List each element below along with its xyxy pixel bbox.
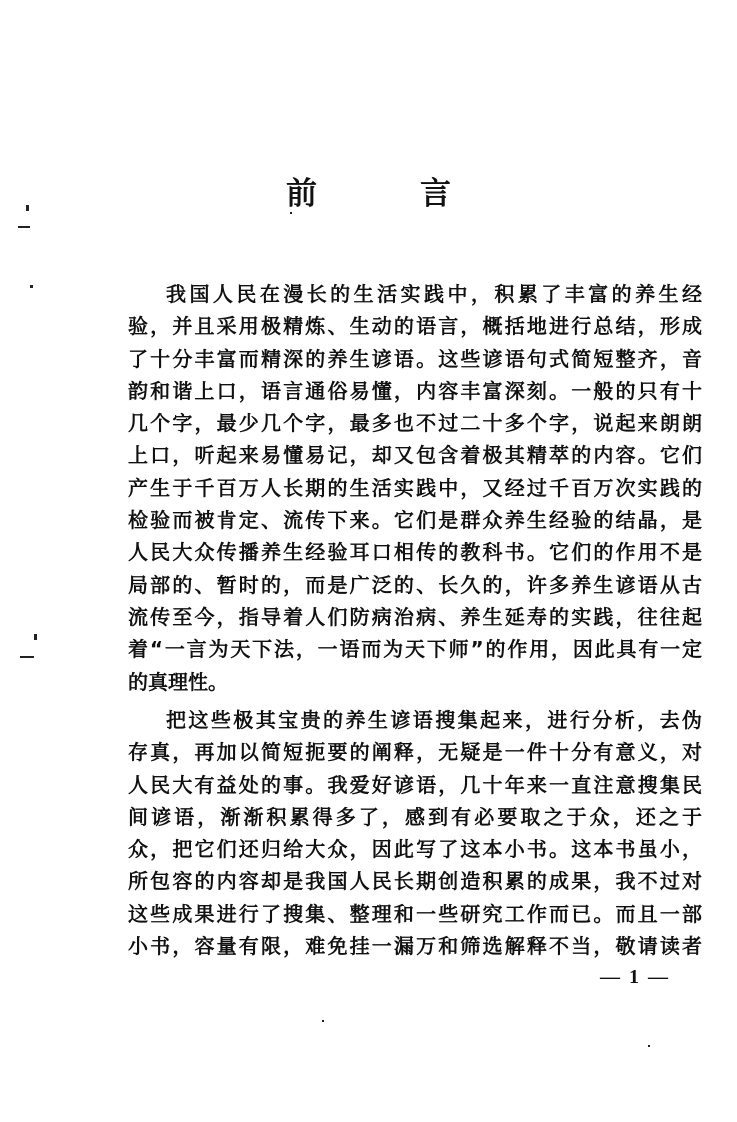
scan-speck [26,205,29,211]
text-line: 上口，听起来易懂易记，却又包含着极其精萃的内容。它们 [128,443,702,468]
text-line: 人民大有益处的事。我爱好谚语，几十年来一直注意搜集民 [128,772,702,797]
paragraph-1 [128,278,702,698]
text-line: 产生于千百万人长期的生活实践中，又经过千百万次实践的 [128,475,702,500]
text-line: 人民大众传播养生经验耳口相传的教科书。它们的作用不是 [128,540,702,565]
text-line: 众，把它们还归给大众，因此写了这本小书。这本书虽小， [128,837,702,862]
text-line: 这些成果进行了搜集、整理和一些研究工作而已。而且一部 [128,901,702,926]
text-line: 着“一言为天下法，一语而为天下师”的作用，因此具有一定 [128,637,702,662]
text-line: 几个字，最少几个字，最多也不过二十多个字，说起来朗朗 [128,411,702,436]
text-line: 所包容的内容却是我国人民长期创造积累的成果，我不过对 [128,869,702,894]
text-line: 小书，容量有限，难免挂一漏万和筛选解释不当，敬请读者 [128,934,702,959]
scan-speck [648,1045,650,1047]
text-line: 了十分丰富而精深的养生谚语。这些谚语句式简短整齐，音 [128,346,702,371]
scan-speck [290,212,292,214]
text-line: 存真，再加以简短扼要的阐释，无疑是一件十分有意义，对 [128,740,702,765]
text-line: 检验而被肯定、流传下来。它们是群众养生经验的结晶，是 [128,508,702,533]
page-title: 前 言 [286,176,487,212]
scan-speck [322,1020,324,1022]
text-line: 流传至今，指导着人们防病治病、养生延寿的实践，往往起 [128,604,702,629]
scan-speck [34,634,37,640]
scan-speck [30,285,33,288]
text-line: 我国人民在漫长的生活实践中，积累了丰富的养生经 [166,282,702,306]
text-line: 局部的、暂时的，而是广泛的、长久的，许多养生谚语从古 [128,572,702,597]
text-line: 把这些极其宝贵的养生谚语搜集起来，进行分析，去伪 [166,708,702,732]
page-number: — 1 — [600,966,670,988]
text-line: 的真理性。 [128,669,228,694]
text-line: 韵和谐上口，语言通俗易懂，内容丰富深刻。一般的只有十 [128,378,702,403]
scan-speck [20,656,34,658]
paragraph-2 [128,704,702,962]
text-line: 验，并且采用极精炼、生动的语言，概括地进行总结，形成 [128,314,702,339]
scan-speck [18,226,30,228]
text-line: 间谚语，渐渐积累得多了，感到有必要取之于众，还之于 [128,804,702,829]
